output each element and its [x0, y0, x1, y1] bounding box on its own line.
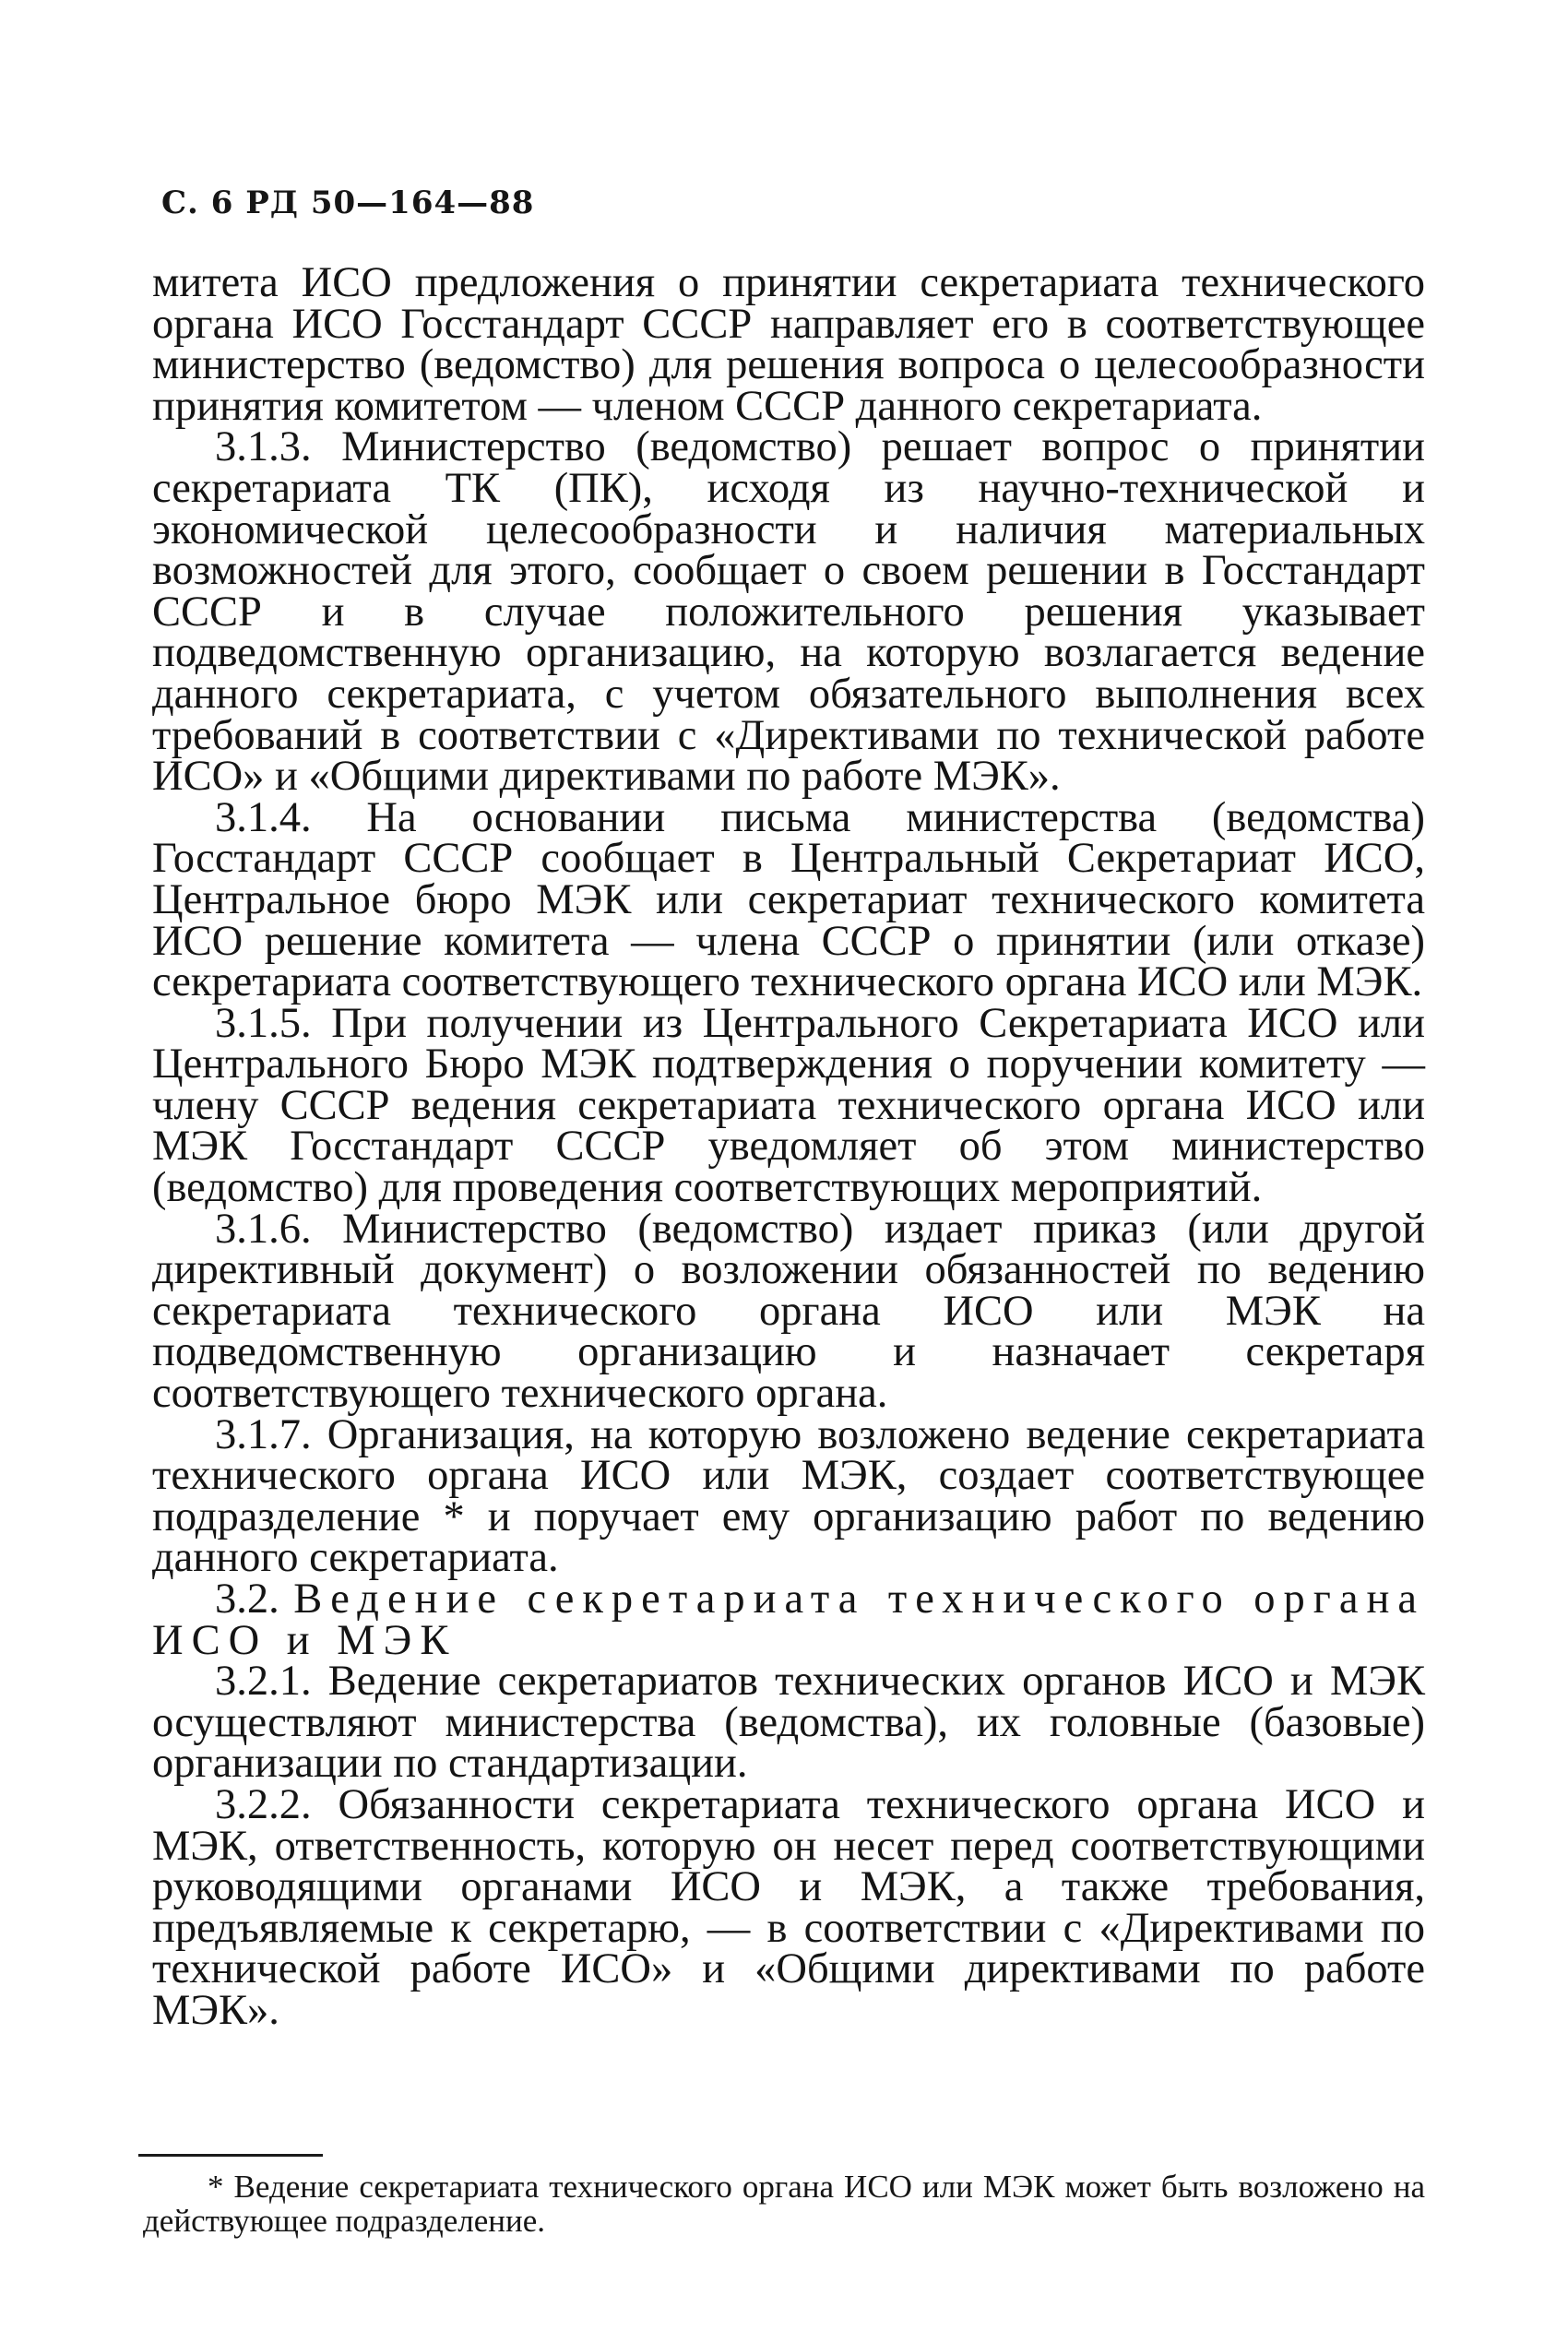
- running-head: С. 6 РД 50—164—88: [161, 184, 535, 221]
- main-text: [152, 259, 1425, 2034]
- paragraph-3-1-6: 3.1.6. Министерство (ведомство) издает приказ (или другой директивный документ) о возложении обязанностей по ведению секретариата технического органа ИСО или МЭК на подведомственную организацию и назначает секретаря соответствующего технического органа.: [152, 1205, 1425, 1418]
- footnote-divider: [138, 2154, 323, 2157]
- footnote: [143, 2170, 1425, 2238]
- paragraph-continuation: митета ИСО предложения о принятии секретариата технического органа ИСО Госстандарт СССР направляет его в соответствующее министерство (ведомство) для решения вопроса о целесообразности принятия комитетом — членом СССР данного секретариата.: [152, 259, 1425, 430]
- footnote-text: * Ведение секретариата технического органа ИСО или МЭК может быть возложено на действующее подразделение.: [143, 2169, 1425, 2239]
- paragraph-3-1-3: 3.1.3. Министерство (ведомство) решает вопрос о принятии секретариата ТК (ПК), исходя из научно-технической и экономической целесообразности и наличия материальных возможностей для этого, сообщает о своем решении в Госстандарт СССР и в случае положительного решения указывает подведомственную организацию, на которую возлагается ведение данного секретариата, с учетом обязательного выполнения всех требований в соответствии с «Директивами по технической работе ИСО» и «Общими директивами по работе МЭК».: [152, 423, 1425, 801]
- section-heading-text: Ведение секретариата технического органа ИСО и МЭК: [152, 1576, 1425, 1664]
- paragraph-3-1-4: 3.1.4. На основании письма министерства (ведомства) Госстандарт СССР сообщает в Центральный Секретариат ИСО, Центральное бюро МЭК или секретариат технического комитета ИСО решение комитета — члена СССР о принятии (или отказе) секретариата соответствующего технического органа ИСО или МЭК.: [152, 793, 1425, 1006]
- paragraph-3-1-7: 3.1.7. Организация, на которую возложено ведение секретариата технического органа ИСО или МЭК, создает соответствующее подразделение * и поручает ему организацию работ по ведению данного секретариата.: [152, 1410, 1425, 1582]
- paragraph-3-2-2: 3.2.2. Обязанности секретариата технического органа ИСО и МЭК, ответственность, которую он несет перед соответствующими руководящими органами ИСО и МЭК, а также требования, предъявляемые к секретарю, — в соответствии с «Директивами по технической работе ИСО» и «Общими директивами по работе МЭК».: [152, 1780, 1425, 2034]
- section-heading-3-2: [152, 1576, 1425, 1664]
- section-heading-number: 3.2.: [215, 1576, 279, 1623]
- paragraph-3-2-1: 3.2.1. Ведение секретариатов технических органов ИСО и МЭК осуществляют министерства (ведомства), их головные (базовые) организации по стандартизации.: [152, 1658, 1425, 1788]
- paragraph-3-1-5: 3.1.5. При получении из Центрального Секретариата ИСО или Центрального Бюро МЭК подтверждения о поручении комитету — члену СССР ведения секретариата технического органа ИСО или МЭК Госстандарт СССР уведомляет об этом министерство (ведомство) для проведения соответствующих мероприятий.: [152, 999, 1425, 1212]
